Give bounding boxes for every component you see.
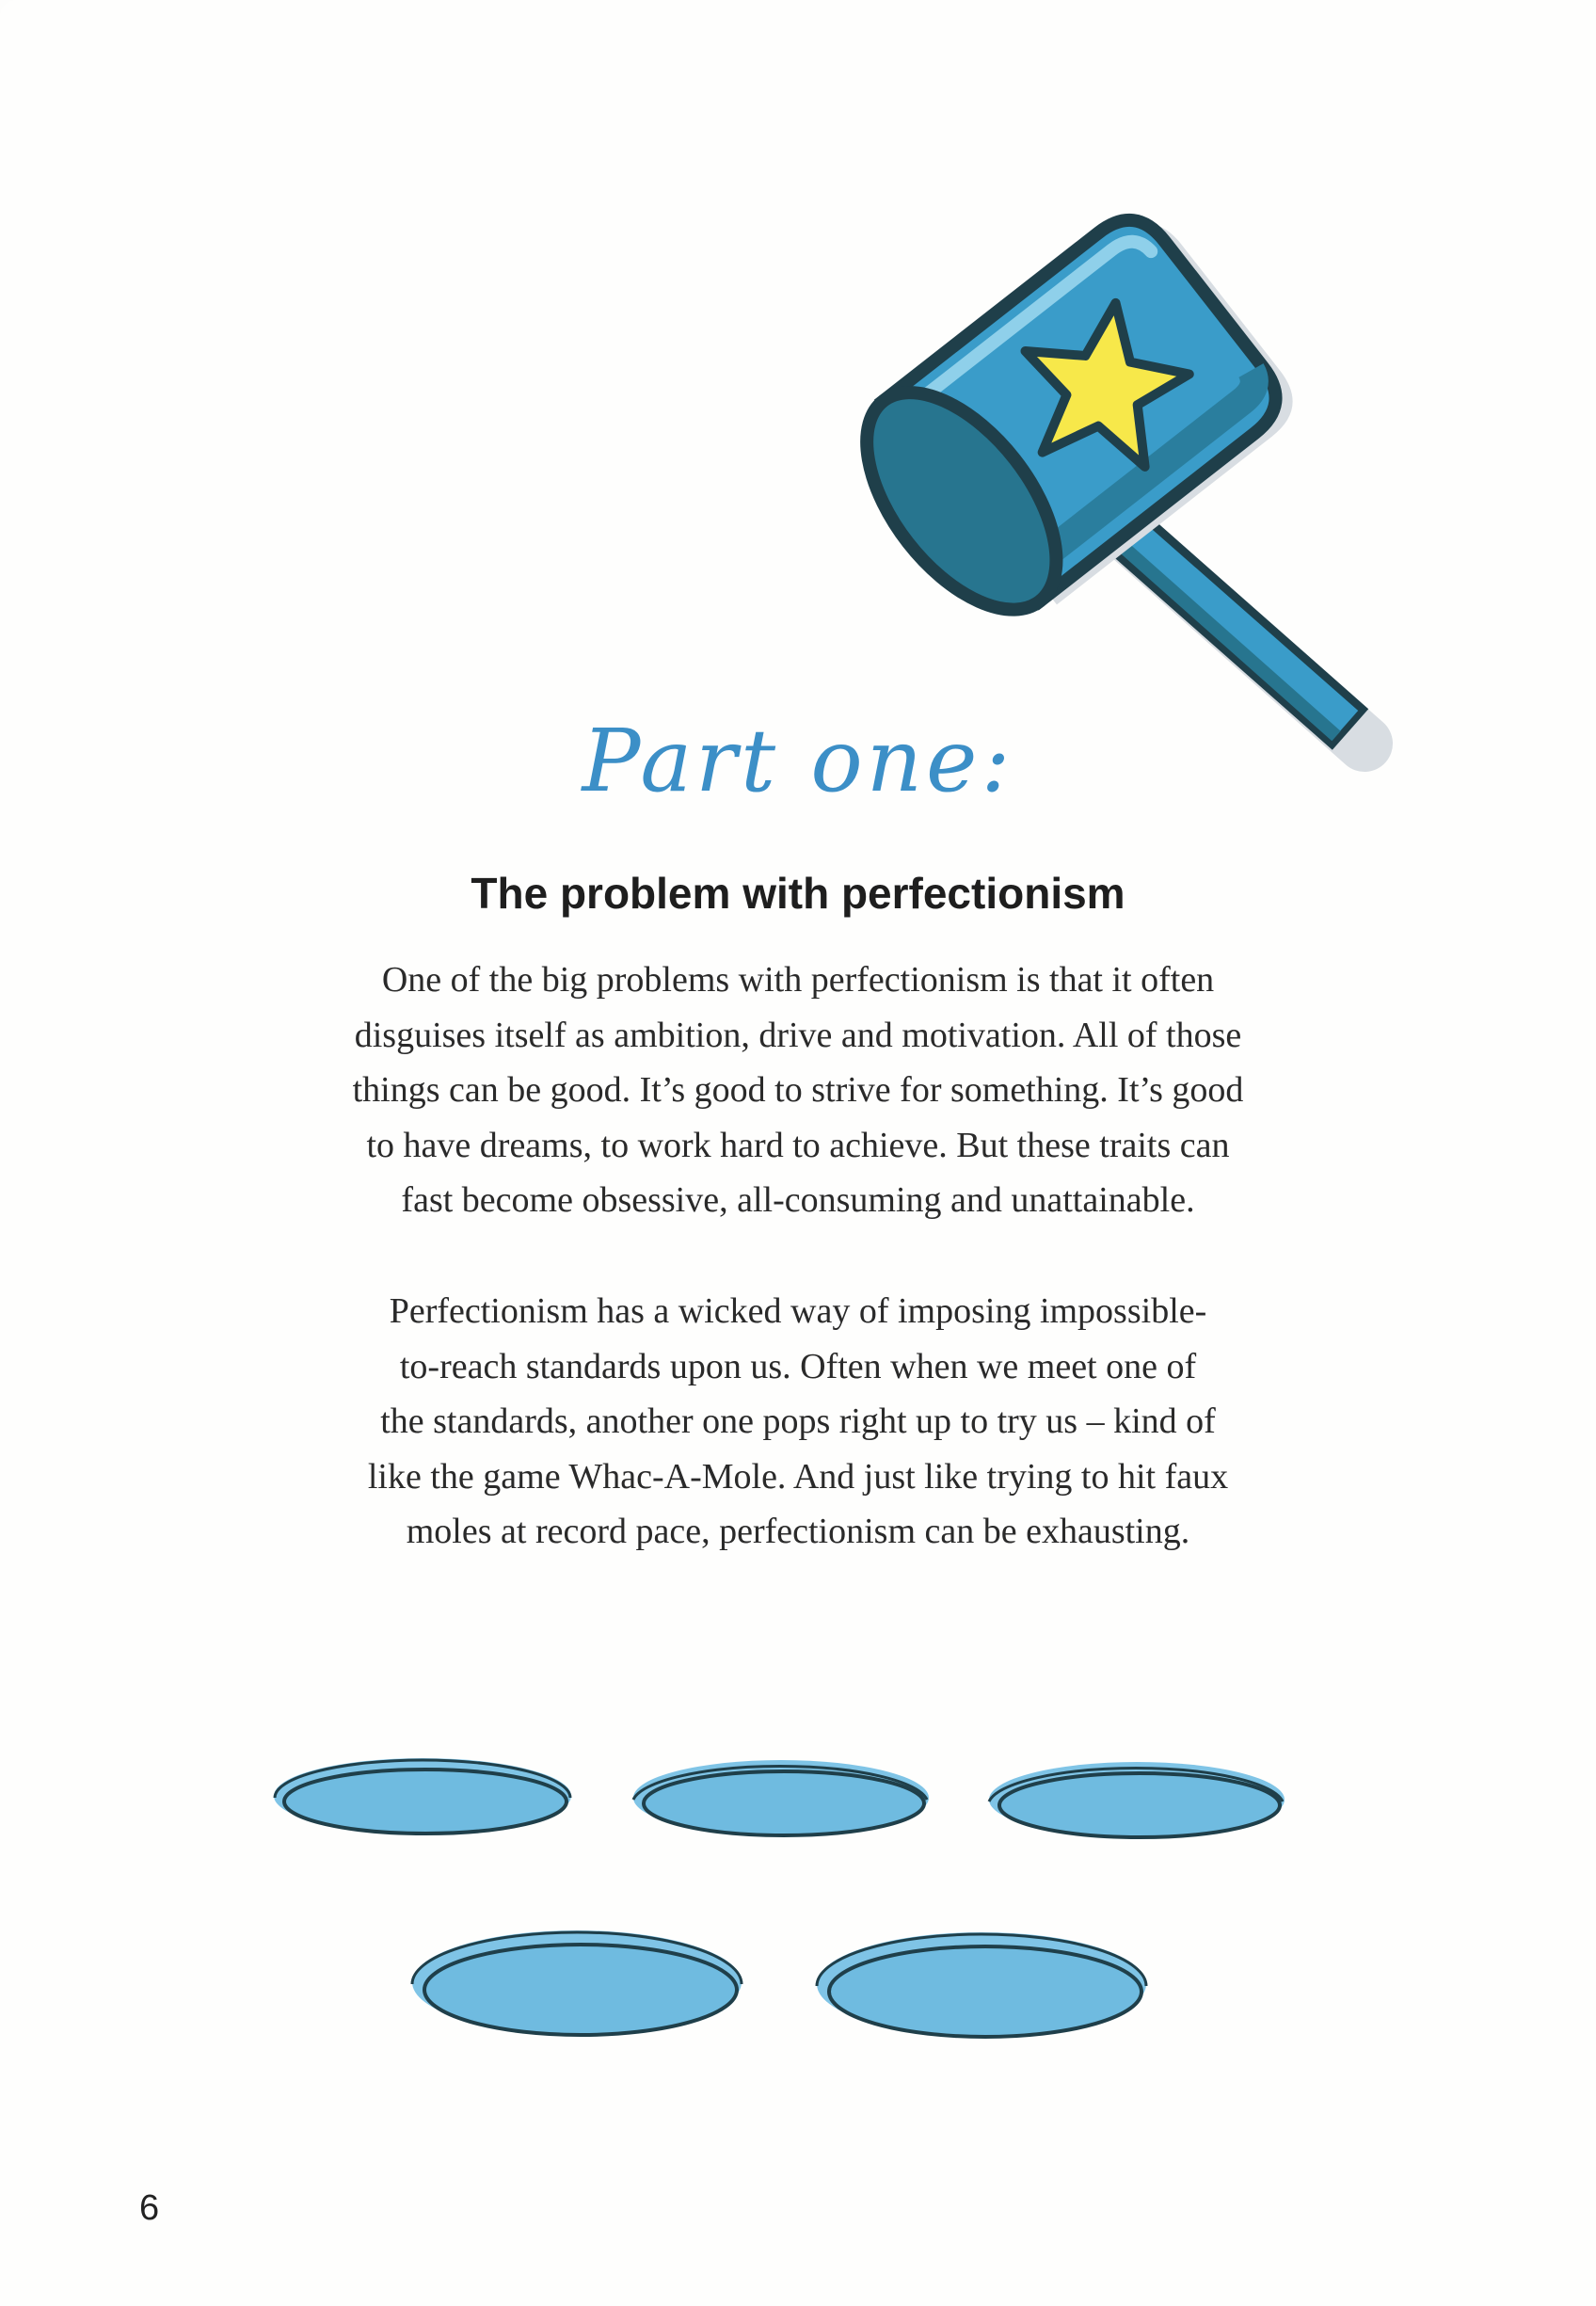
mole-hole — [633, 1760, 929, 1835]
paragraph-1 — [188, 953, 1408, 1228]
mole-holes-illustration — [0, 1713, 1596, 2090]
text-line: things can be good. It’s good to strive for something. It’s good — [352, 1070, 1244, 1111]
mole-hole — [989, 1762, 1285, 1837]
text-line: disguises itself as ambition, drive and motivation. All of those — [354, 1015, 1242, 1055]
mallet-handle — [1103, 518, 1365, 744]
text-line: to-reach standards upon us. Often when we meet one of — [399, 1346, 1197, 1386]
text-line: moles at record pace, perfectionism can be exhausting. — [406, 1512, 1190, 1552]
text-line: like the game Whac-A-Mole. And just like trying to hit faux — [367, 1456, 1229, 1497]
section-heading: The problem with perfectionism — [471, 869, 1125, 918]
text-line: Perfectionism has a wicked way of imposing impossible- — [389, 1291, 1207, 1331]
text-line: fast become obsessive, all-consuming and unattainable. — [401, 1180, 1195, 1221]
mole-hole — [412, 1930, 742, 2035]
text-line: the standards, another one pops right up to try us – kind of — [380, 1401, 1216, 1442]
mole-hole — [274, 1758, 571, 1834]
paragraph-2 — [188, 1284, 1408, 1560]
part-label: Part one: — [582, 711, 1014, 811]
text-line: One of the big problems with perfectionism is that it often — [381, 960, 1215, 1000]
text-line: to have dreams, to work hard to achieve. But these traits can — [366, 1125, 1230, 1165]
mole-hole — [817, 1932, 1146, 2037]
page-number: 6 — [139, 2188, 160, 2228]
